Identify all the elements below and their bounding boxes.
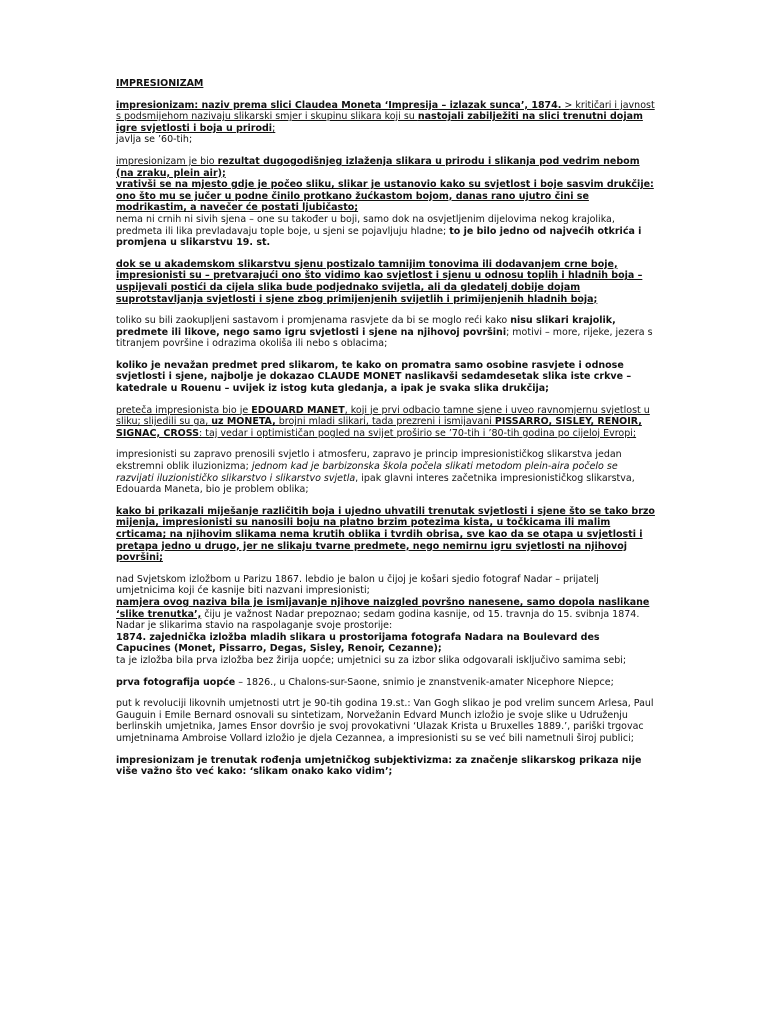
text-run: uz MONETA, <box>211 416 276 428</box>
paragraph <box>116 574 656 667</box>
text-run: > kritičari i javnost s podsmijehom nazivaju slikarski smjer i skupinu slikara koji su <box>116 99 655 123</box>
text-run: čiju je važnost Nadar prepoznao; sedam godina kasnije, od 15. travnja do 15. svibnja 1874. Nadar je slikarima stavio na raspolaganje svoje prostorije: <box>116 608 640 632</box>
text-run: to je bilo jedno od najvećih otkrića i promjena u slikarstvu 19. st. <box>116 225 642 249</box>
text-run: impresionizam je trenutak rođenja umjetničkog subjektivizma: za značenje slikarskog prikaza nije više važno što već kako: ‘slikam onako kako vidim’; <box>116 754 642 778</box>
paragraph <box>116 755 656 778</box>
text-run: jednom kad je barbizonska škola počela slikati metodom plein-aira počelo se razvijati iluzionističko slikarstvo i slikarstvo svjetla <box>116 461 618 484</box>
paragraph <box>116 405 656 440</box>
text-run: kako bi prikazali miješanje različitih boja i ujedno uhvatili trenutak svjetlosti i sjene što se tako brzo mijenja, impresionisti su nanosili boju na platno brzim potezima kista, u točkicama ili malim crticama; na njihovim slikama nema krutih oblika i tvrdih obrisa, sve kao da se otapa u svjetlosti i pretapa jedno u drugo, jer ne slikaju tvarne predmete, nego nemirnu igru svjetlosti na njihovoj površini; <box>116 505 655 564</box>
text-run: ; motivi – more, rijeke, jezera s titranjem površine i odrazima okoliša ili nebo s oblacima; <box>116 326 653 350</box>
text-run: vrativši se na mjesto gdje je počeo sliku, slikar je ustanovio kako su svjetlost i boje sasvim drukčije: ono što mu se jučer u podne činilo protkano žućkastom bojom, danas rano ujutro čini se modrikastim, a navečer će postati ljubičasto; <box>116 179 654 214</box>
text-run: impresionizam je bio <box>116 155 218 167</box>
text-run: , ipak glavni interes začetnika impresionističkog slikarstva, Edouarda Maneta, bio je problem oblika; <box>116 472 635 496</box>
text-run: ta je izložba bila prva izložba bez žirija uopće; umjetnici su za izbor slika odgovarali isključivo samima sebi; <box>116 654 627 666</box>
text-run: ; <box>272 122 276 134</box>
text-run: nad Svjetskom izložbom u Parizu 1867. lebdio je balon u čijoj je košari sjedio fotograf Nadar – prijatelj umjetnicima koji će kasnije biti nazvani impresionisti; <box>116 573 599 597</box>
text-run: 1874. zajednička izložba mladih slikara u prostorijama fotografa Nadara na Boulevard des Capucines (Monet, Pissarro, Degas, Sisley, Renoir, Cezanne); <box>116 631 600 655</box>
paragraph <box>116 677 656 689</box>
text-run: toliko su bili zaokupljeni sastavom i promjenama rasvjete da bi se moglo reći kako <box>116 315 511 327</box>
paragraph <box>116 449 656 495</box>
text-run: nisu slikari krajolik, predmete ili likove, nego samo igru svjetlosti i sjene na njihovoj površini <box>116 315 616 338</box>
paragraph <box>116 315 656 350</box>
text-run: : taj vedar i optimističan pogled na svijet proširio se ’70-tih i ’80-tih godina po cijeloj Evropi; <box>199 427 637 439</box>
paragraph <box>116 100 656 146</box>
paragraph <box>116 506 656 564</box>
text-run: prva fotografija uopće <box>116 676 236 688</box>
text-run: put k revoluciji likovnih umjetnosti utrt je 90-tih godina 19.st.: Van Gogh slikao je pod vrelim suncem Arlesa, Paul Gauguin i Emile Bernard osnovali su sintetizam, Norvežanin Edvard Munch izložio je svoje slike u Udruženju berlinskih umjetnika, James Ensor dovršio je svoj provokativni ‘Ulazak Krista u Bruxelles 1889.’, pariški trgovac umjetninama Ambroise Vollard izložio je djela Cezannea, a impresionisti su se već bili nametnuli širој publici; <box>116 698 654 744</box>
text-run: impresionisti su zapravo prenosili svjetlo i atmosferu, zapravo je princip impresionističkog slikarstva jedan ekstremni oblik iluzionizma; <box>116 449 622 473</box>
text-run: koliko je nevažan predmet pred slikarom, te kako on promatra samo osobine rasvjete i odnose svjetlosti i sjene, najbolje je dokazao CLAUDE MONET naslikavši sedamdesetak slika iste crkve – katedrale u Rouenu – uvijek iz istog kuta gledanja, a ipak je svaka slika drukčija; <box>116 359 632 395</box>
paragraph <box>116 156 656 249</box>
text-run: impresionizam: naziv prema slici Claudea Moneta ‘Impresija – izlazak sunca’, 1874. <box>116 99 562 111</box>
text-run: PISSARRO, SISLEY, RENOIR, SIGNAC, CROSS <box>116 416 642 439</box>
text-run: dok se u akademskom slikarstvu sjenu postizalo tamnijim tonovima ili dodavanjem crne boje, impresionisti su – pretvarajući ono što vidimo kao svjetlost i sjenu u odnosu toplih i hladnih boja – uspijevali postići da cijela slika bude podjednako svijetla, ali da gledatelj dobije dojam suprotstavljanja svjetlosti i sjene zbog primijenjenih svijetlih i primijenjenih hladnih boja; <box>116 258 643 305</box>
text-run: javlja se ’60-tih; <box>116 134 193 146</box>
text-run: nema ni crnih ni sivih sjena – one su također u boji, samo dok na osvjetljenim dijelovima nekog krajolika, predmeta ili lika prevladavaju tople boje, u sjeni se pojavljuju hladne; <box>116 213 615 237</box>
document-body <box>116 100 656 778</box>
text-run: EDOUARD MANET <box>251 404 345 416</box>
text-run: rezultat dugogodišnjeg izlaženja slikara u prirodu i slikanja pod vedrim nebom (na zraku, plein air); <box>116 155 640 179</box>
paragraph <box>116 360 656 395</box>
text-run: – 1826., u Chalons-sur-Saone, snimio je znanstvenik-amater Nicephore Niepce; <box>235 676 614 688</box>
text-run: namjera ovog naziva bila je ismijavanje njihove naizgled površno nanesene, samo dopola naslikane ‘slike trenutka’, <box>116 596 650 620</box>
paragraph <box>116 698 656 744</box>
text-run: brojni mladi slikari, tada prezreni i ismijavani <box>275 416 495 428</box>
document-page <box>116 78 656 788</box>
document-title: IMPRESIONIZAM <box>116 78 204 89</box>
text-run: , koji je prvi odbacio tamne sjene i uveo ravnomjernu svjetlost u sliku; slijedili su ga, <box>116 404 650 428</box>
paragraph <box>116 259 656 305</box>
text-run: nastojali zabilježiti na slici trenutni dojam igre svjetlosti i boja u prirodi <box>116 111 643 134</box>
text-run: preteča impresionista bio je <box>116 404 252 416</box>
